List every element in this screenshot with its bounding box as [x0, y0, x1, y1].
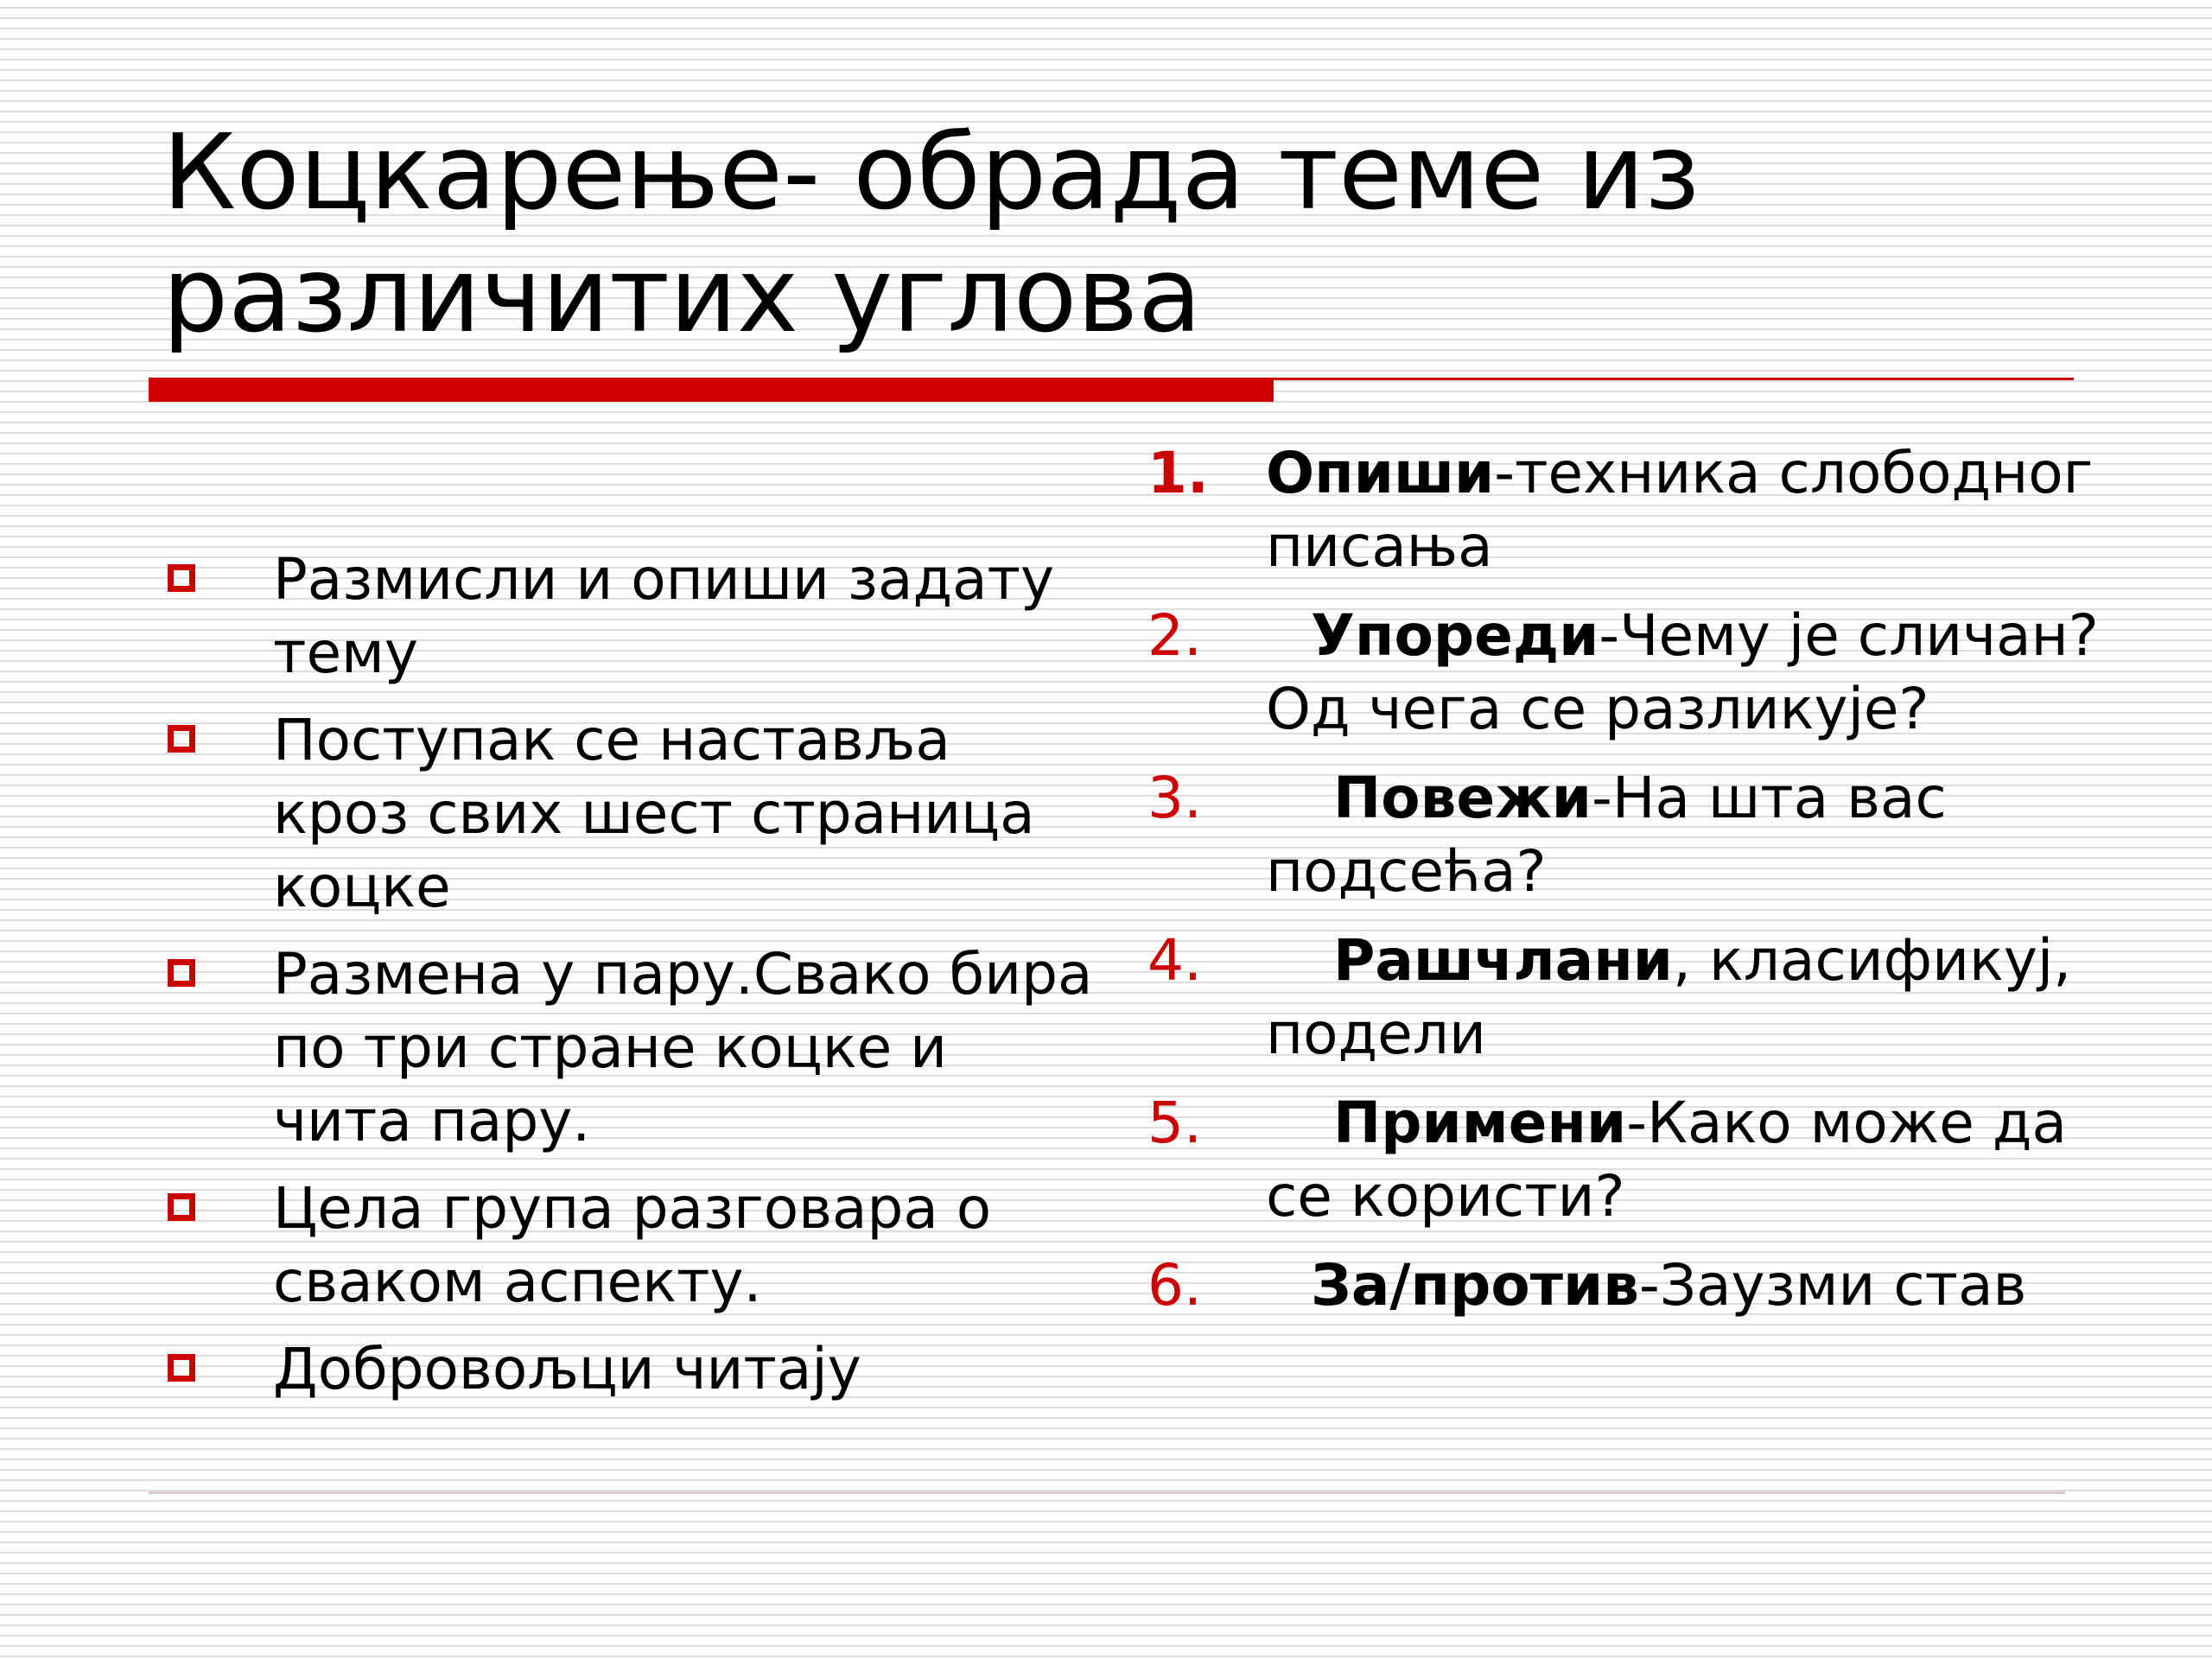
numbered-item	[1145, 924, 2121, 1071]
list-item	[162, 1332, 1096, 1406]
title-underline-thick	[149, 378, 1274, 402]
square-bullet-icon	[168, 959, 195, 987]
title-underline-thin	[1274, 378, 2074, 380]
left-bullet-list	[162, 543, 1096, 1420]
numbered-item	[1145, 599, 2121, 746]
list-item-text: Размена у пару.Свако бира по три стране коцке и чита пару.	[273, 941, 1093, 1154]
numbered-item	[1145, 1249, 2121, 1322]
item-description: -На шта вас подсећа?	[1266, 765, 1947, 905]
list-item	[162, 703, 1096, 924]
list-item	[162, 938, 1096, 1158]
list-item-text: Цела група разговара о сваком аспекту.	[273, 1175, 992, 1315]
square-bullet-icon	[168, 725, 195, 753]
item-term: Примени	[1333, 1090, 1627, 1156]
item-term: Опиши	[1266, 440, 1495, 506]
list-item	[162, 543, 1096, 690]
slide-title: Коцкарење- обрада теме из различитих углова	[162, 113, 1700, 356]
item-number: 3.	[1147, 765, 1202, 831]
item-term: Рашчлани	[1333, 927, 1674, 994]
square-bullet-icon	[168, 564, 195, 592]
item-term: Повежи	[1333, 765, 1592, 831]
numbered-item	[1145, 436, 2121, 583]
list-item	[162, 1172, 1096, 1319]
list-item-text: Добровољци читају	[273, 1336, 861, 1402]
list-item-text: Поступак се наставља кроз свих шест страница коцке	[273, 707, 1035, 920]
item-number: 1.	[1147, 440, 1209, 506]
item-number: 2.	[1147, 602, 1202, 669]
item-description: -Заузми став	[1638, 1252, 2027, 1319]
item-description: -техника слободног писања	[1266, 440, 2094, 580]
item-term: За/против	[1311, 1252, 1639, 1319]
item-term: Упореди	[1311, 602, 1599, 669]
item-number: 6.	[1147, 1252, 1202, 1319]
square-bullet-icon	[168, 1193, 195, 1221]
item-number: 5.	[1147, 1090, 1202, 1156]
item-description: -Како може да се користи?	[1266, 1090, 2067, 1230]
footer-divider	[149, 1491, 2065, 1494]
numbered-item	[1145, 1086, 2121, 1233]
item-description: -Чему је сличан?Од чега се разликује?	[1266, 602, 2099, 742]
item-number: 4.	[1147, 927, 1202, 994]
numbered-item	[1145, 761, 2121, 908]
right-numbered-list	[1145, 436, 2121, 1338]
list-item-text: Размисли и опиши задату тему	[273, 546, 1055, 686]
item-description: , класификуј, подели	[1266, 927, 2072, 1067]
square-bullet-icon	[168, 1354, 195, 1382]
